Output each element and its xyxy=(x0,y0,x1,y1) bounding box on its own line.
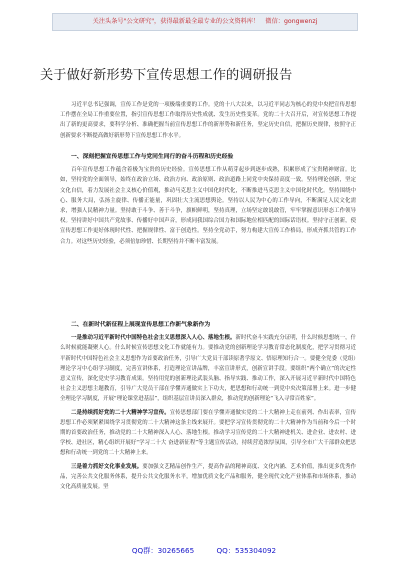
paragraph-3-body: 要加强文艺精品创作生产，提高作品的精神高度、文化内涵、艺术价值，推出更多优秀作品，完善公共文化服务体系，提升公共文化服务水平，增加优质文化产品和服务，健全现代文化产业体系和市场体系，推动文化高质量发展。坚 xyxy=(60,463,356,491)
section-1-body: 百年宣传思想工作蕴含着极为宝贵的历史经验。宣传思想工作从萌芽起步到逐步成熟，积累形成了宝贵精神财富。比如，坚持党的全面领导，始终在政治立场、政治方向、政治原则、政治道路上同党中央保持高度一致。坚持理论创新，坚定文化自信，着力发展社会主义核心价值观，推动马克思主义中国化时代化，不断推进马克思主义中国化时代化。坚持围绕中心、服务大局，弘扬主旋律、传播正能量，巩固壮大主流思想舆论。坚持以人民为中心的工作导向，不断满足人民文化需求，增强人民精神力量。坚持敢于斗争、善于斗争，旗帜鲜明，坚持真理，立场坚定敢说敢管，牢牢掌握意识形态工作领导权。坚持讲好中国共产党故事、传播好中国声音，形成同我国综合国力和国际地位相匹配的国际话语权。坚持守正创新，使宣传思想工作更好体现时代性、把握规律性、富于创造性。坚持全党动手，努力构建大宣传工作格局，形成齐抓共管的工作合力。对这些历史经验，必须倍加珍惜、长期坚持并不断丰富发展。 xyxy=(60,167,356,245)
section-2-paragraph-3 xyxy=(60,462,356,493)
section-2 xyxy=(60,320,356,492)
section-2-paragraph-1 xyxy=(60,333,356,404)
section-2-heading: 二、在新时代新征程上展现宣传思想工作新气象新作为 xyxy=(71,322,211,328)
paragraph-2-body: 宣传思想部门要在学懂弄通做实党的二十大精神上走在前列、作出表率，宣传思想工作必须紧紧围绕学习贯彻党的二十大精神这条主线来展开。要把学习宣传贯彻党的二十大精神作为当前和今后一个时期的首要政治任务，推动党的二十大精神深入人心、落地生根。推动学习宣传党的二十大精神进机关、进企业、进农村、进学校、进社区，精心组织开展好“学习二十大 奋进新征程”等主题宣传活动，持续营造浓厚氛围，引导全市广大干部群众把思想和行动统一到党的二十大精神上来。 xyxy=(60,409,356,457)
paragraph-1-body: 新时代奋斗实践充分证明，什么时候思想统一，什么时候就能凝聚人心。什么时候宣传思想文化工作就能有力。要推动党的创新理论学习教育常态化制度化，把学习贯彻习近平新时代中国特色社会主义思想作为首要政治任务，引导广大党员干部读原著学原文、悟原理知行合一。要健全党委（党组）理论学习中心组学习制度，完善宣讲体系，打造理论宣讲品牌，丰富宣讲形式，创新宣讲手段。要组织“两个确立”的决定性意义宣传，深化党史学习教育成果。坚持用党的创新理论武装头脑、指导实践、推动工作，深入开展习近平新时代中国特色社会主义思想主题教育，引导广大党员干部在学懂弄通做实上下功夫，把思想和行动统一到党中央决策部署上来。进一步健全理论学习制度，开展“理论课堂进基层”，组织基层宣讲员深入群众，推动党的创新理论“飞入寻常百姓家”。 xyxy=(60,335,356,403)
footer-qq-group: QQ群：30265665 xyxy=(131,546,195,555)
paragraph-2-lead: 二是持续抓好党的二十大精神学习宣传。 xyxy=(71,409,170,416)
footer-qq: QQ：535304092 xyxy=(216,546,277,555)
paragraph-1-lead: 一是推动习近平新时代中国特色社会主义思想深入人心、落地生根。 xyxy=(71,335,236,342)
page-title: 关于做好新形势下宣传思想工作的调研报告 xyxy=(40,68,293,83)
intro-paragraph: 习近平总书记强调，宣传工作是党的一项极端重要的工作。党的十八大以来，以习近平同志为核心的党中央把宣传思想工作摆在全局工作重要位置，指引宣传思想工作取得历史性成就、发生历史性变革。党的二十大召开后，对宣传思想工作提出了新的更高要求，要科学分析、准确把握当前宣传思想工作的新形势和新任务，坚定历史自信，把握历史规律，按照守正创新要求不断提高做好新形势下宣传思想工作水平。 xyxy=(60,102,356,139)
paragraph-3-lead: 三是着力抓好文化事业发展。 xyxy=(71,463,143,470)
section-1-heading: 一、深刻把握宣传思想工作与党同生同行的奋斗历程和历史经验 xyxy=(71,154,234,160)
intro-paragraph-block xyxy=(60,100,356,141)
footer-contacts xyxy=(0,544,408,558)
section-1 xyxy=(60,152,356,247)
header-banner: 关注头条号"公文研究"，获得最新最全最专业的公文资料库！ 微信：gongwenzj xyxy=(52,13,358,31)
section-2-paragraph-2 xyxy=(60,408,356,459)
